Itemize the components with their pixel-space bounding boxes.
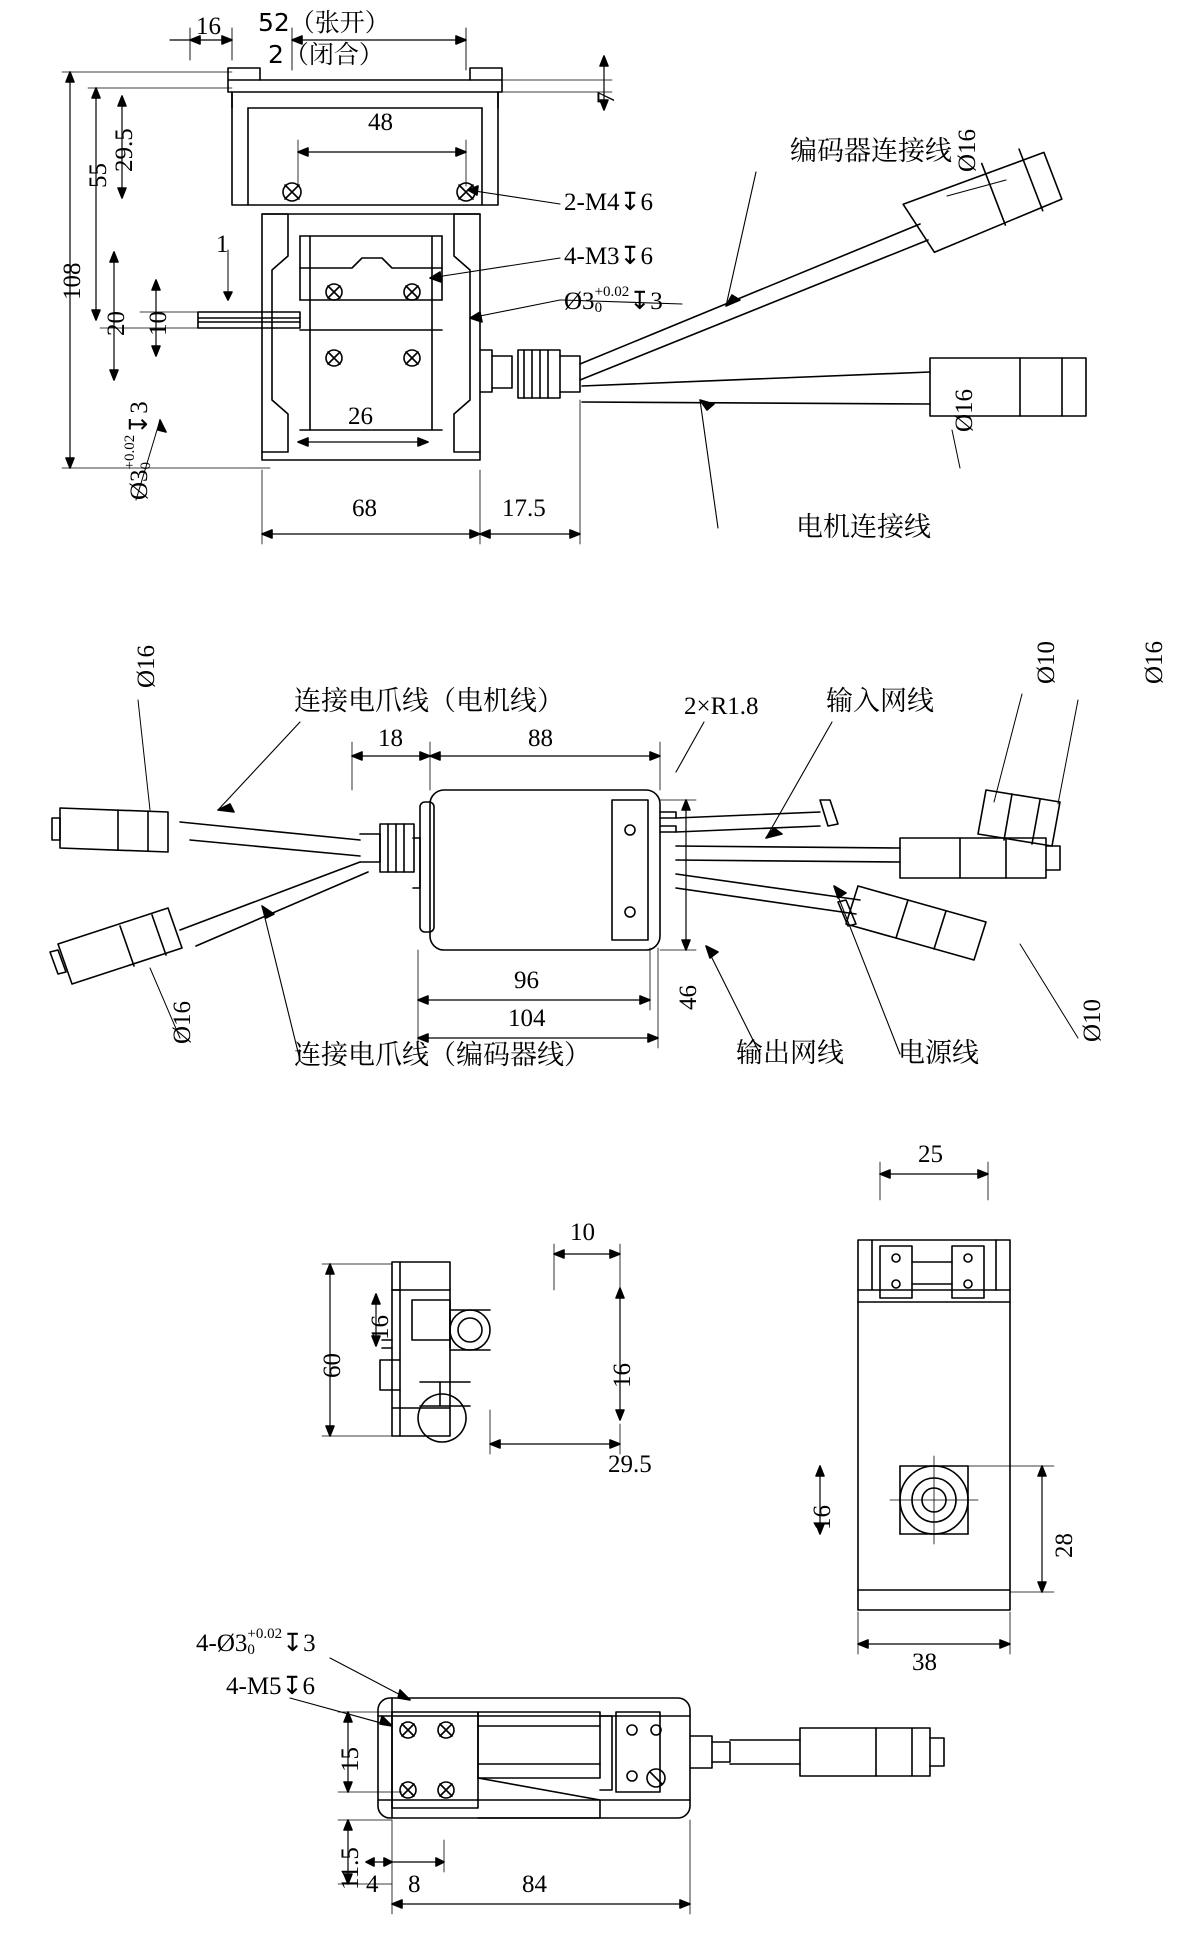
dim-68: 68: [352, 495, 377, 522]
depth-symbol-icon: ↧: [619, 189, 641, 216]
callout-4-m3: [564, 244, 653, 269]
hole-diameter-text: 4-Ø3: [196, 1630, 248, 1658]
label-input-network-cable: 输入网线: [826, 686, 934, 717]
label-d10-top: Ø10: [1033, 640, 1060, 684]
tolerance-block: +0.02 0: [594, 284, 630, 316]
dim-60: 60: [319, 1353, 346, 1378]
dim-29-5: 29.5: [111, 128, 138, 172]
dim-88: 88: [528, 725, 553, 752]
callout-4-m3-depth: 6: [640, 243, 654, 270]
depth-symbol-icon: ↧: [281, 1673, 303, 1700]
dim-8: 8: [408, 1871, 421, 1898]
callout-4-m5-text: 4-M5: [226, 1673, 282, 1700]
dim-2-closed: 2（闭合）: [268, 40, 384, 69]
dim-10-view3: 10: [570, 1219, 595, 1246]
dim-96: 96: [514, 967, 539, 994]
hole-diameter-text: Ø3: [126, 469, 154, 500]
callout-2-m4-depth: 6: [640, 189, 654, 216]
callout-hole-3-a: [564, 284, 663, 319]
dim-7: 7: [593, 91, 620, 104]
dim-17-5: 17.5: [502, 495, 546, 522]
dim-108: 108: [59, 262, 86, 300]
dim-11-5: 11.5: [337, 1847, 364, 1890]
hole-depth-text: 3: [650, 288, 663, 316]
dim-52-open: 52（张开）: [258, 8, 390, 37]
dim-4: 4: [366, 1871, 379, 1898]
label-d16-left-bottom: Ø16: [169, 1000, 196, 1044]
callout-2-m4: [564, 190, 653, 215]
dim-46: 46: [675, 985, 702, 1010]
dim-2xr18: 2×R1.8: [684, 693, 759, 720]
label-motor-cable: 电机连接线: [796, 512, 931, 543]
label-d16-right: Ø16: [1141, 640, 1168, 684]
callout-2-m4-text: 2-M4: [564, 189, 620, 216]
hole-diameter-text: Ø3: [564, 288, 595, 316]
dim-20: 20: [103, 311, 130, 336]
callout-4-m5: [226, 1674, 315, 1699]
dim-15: 15: [337, 1747, 364, 1772]
hole-depth-text: 3: [303, 1630, 316, 1658]
depth-symbol-icon: ↧: [619, 243, 641, 270]
dim-16-view4: 16: [809, 1505, 836, 1530]
callout-4-m5-depth: 6: [302, 1673, 316, 1700]
dim-48: 48: [368, 109, 393, 136]
label-d16-left-top: Ø16: [133, 644, 160, 688]
dim-38: 38: [912, 1649, 937, 1676]
dim-1: 1: [216, 231, 229, 258]
hole-depth-text: 3: [126, 401, 154, 414]
depth-symbol-icon: ↧: [126, 413, 154, 435]
tolerance-block: +0.02 0: [247, 1626, 283, 1658]
label-claw-encoder-cable: 连接电爪线（编码器线）: [294, 1040, 591, 1071]
dim-28: 28: [1051, 1533, 1078, 1558]
dim-104: 104: [508, 1005, 546, 1032]
depth-symbol-icon: ↧: [629, 288, 651, 316]
callout-4-hole-3: [196, 1626, 316, 1661]
label-d16-upper: Ø16: [954, 128, 981, 172]
dim-29-5-view3: 29.5: [608, 1451, 652, 1478]
dim-55: 55: [85, 163, 112, 188]
depth-symbol-icon: ↧: [282, 1630, 304, 1658]
label-d10-bottom: Ø10: [1079, 998, 1106, 1042]
label-encoder-cable: 编码器连接线: [790, 136, 952, 167]
tolerance-block: +0.02 0: [122, 434, 154, 470]
label-claw-motor-cable: 连接电爪线（电机线）: [294, 686, 564, 717]
dim-10: 10: [145, 311, 172, 336]
dim-16: 16: [196, 13, 221, 40]
dim-84: 84: [522, 1871, 547, 1898]
callout-hole-3-b: [122, 401, 157, 500]
callout-4-m3-text: 4-M3: [564, 243, 620, 270]
dim-16-b: 16: [609, 1363, 636, 1388]
dim-26: 26: [348, 403, 373, 430]
dim-18: 18: [378, 725, 403, 752]
label-power-cable: 电源线: [898, 1038, 979, 1069]
label-output-network-cable: 输出网线: [736, 1038, 844, 1069]
label-d16-lower: Ø16: [951, 388, 978, 432]
dim-16-a: 16: [367, 1315, 394, 1340]
dim-25: 25: [918, 1141, 943, 1168]
